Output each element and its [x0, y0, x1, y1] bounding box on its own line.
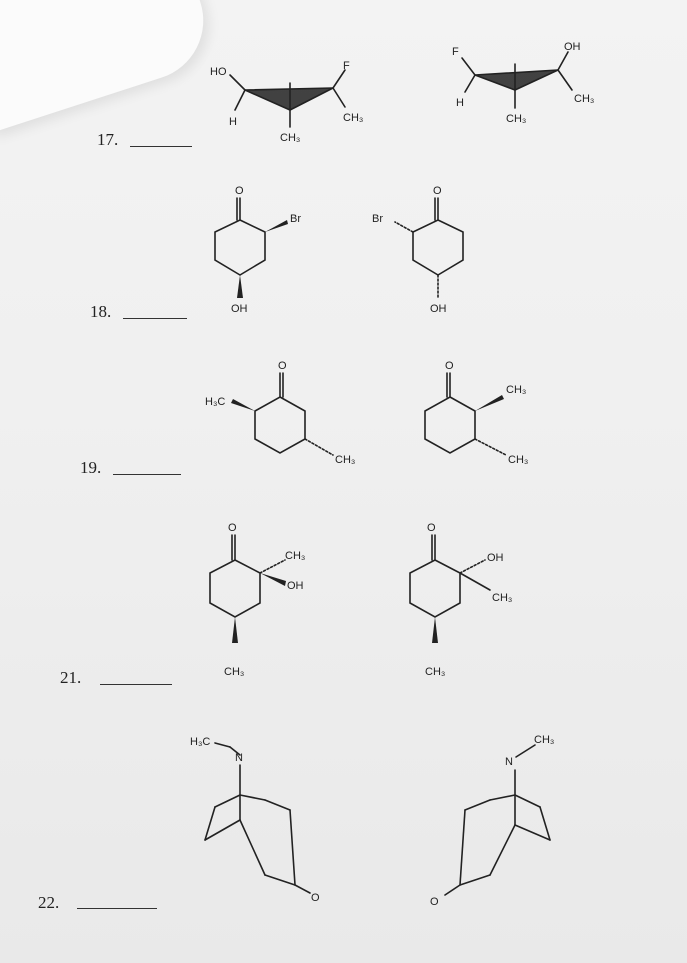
methyl-label: CH₃: [534, 734, 555, 746]
carbonyl-oxygen-label: O: [228, 522, 237, 534]
q22-structure-left: [185, 725, 345, 905]
nitrogen-label: N: [235, 752, 243, 764]
question-19-number: 19.: [80, 458, 102, 477]
methyl-label: CH₃: [508, 454, 529, 466]
question-21-number: 21.: [60, 668, 82, 687]
question-18-answer-blank[interactable]: [123, 318, 187, 319]
methyl-label: H₃C: [190, 736, 211, 748]
methyl-label: CH₃: [224, 666, 245, 678]
methyl-label: CH₃: [280, 132, 301, 144]
fluorine-label: F: [452, 46, 459, 58]
methyl-label: CH₃: [285, 550, 306, 562]
nitrogen-label: N: [505, 756, 513, 768]
bromine-label: Br: [290, 213, 301, 225]
methyl-label: CH₃: [492, 592, 513, 604]
carbonyl-oxygen-label: O: [278, 360, 287, 372]
methyl-label: CH₃: [343, 112, 364, 124]
methyl-label: CH₃: [335, 454, 356, 466]
carbonyl-oxygen-label: O: [433, 185, 442, 197]
bromine-label: Br: [372, 213, 383, 225]
methyl-label: CH₃: [574, 93, 595, 105]
hydrogen-label: H: [229, 116, 237, 128]
q21-structure-left: [190, 515, 350, 680]
q17-structure-left: [205, 55, 365, 155]
question-21-answer-blank[interactable]: [100, 684, 172, 685]
q18-structure-right: [370, 180, 500, 320]
methyl-label: CH₃: [425, 666, 446, 678]
carbonyl-oxygen-label: O: [445, 360, 454, 372]
hydrogen-label: H: [456, 97, 464, 109]
carbonyl-oxygen-label: O: [427, 522, 436, 534]
hydroxyl-label: OH: [487, 552, 504, 564]
q19-structure-right: [410, 355, 580, 475]
question-17-answer-blank[interactable]: [130, 146, 192, 147]
carbonyl-oxygen-label: O: [235, 185, 244, 197]
cyclopropane-wedge-face: [245, 88, 333, 110]
methyl-label: H₃C: [205, 396, 226, 408]
hydroxyl-label: OH: [430, 303, 447, 315]
q18-structure-left: [195, 180, 315, 320]
question-22-number: 22.: [38, 893, 60, 912]
hydroxyl-label: HO: [210, 66, 227, 78]
carbonyl-oxygen-label: O: [430, 896, 439, 908]
methyl-label: CH₃: [506, 113, 527, 125]
question-18-number: 18.: [90, 302, 112, 321]
hydroxyl-label: OH: [231, 303, 248, 315]
q21-structure-right: [395, 515, 555, 680]
fluorine-label: F: [343, 60, 350, 72]
hydroxyl-label: OH: [564, 41, 581, 53]
q19-structure-left: [195, 355, 375, 475]
question-19-answer-blank[interactable]: [113, 474, 181, 475]
question-17-number: 17.: [97, 130, 119, 149]
hydroxyl-label: OH: [287, 580, 304, 592]
methyl-label: CH₃: [506, 384, 527, 396]
question-22-answer-blank[interactable]: [77, 908, 157, 909]
q17-structure-right: [440, 40, 620, 140]
q22-structure-right: [420, 725, 590, 908]
carbonyl-oxygen-label: O: [311, 892, 320, 904]
